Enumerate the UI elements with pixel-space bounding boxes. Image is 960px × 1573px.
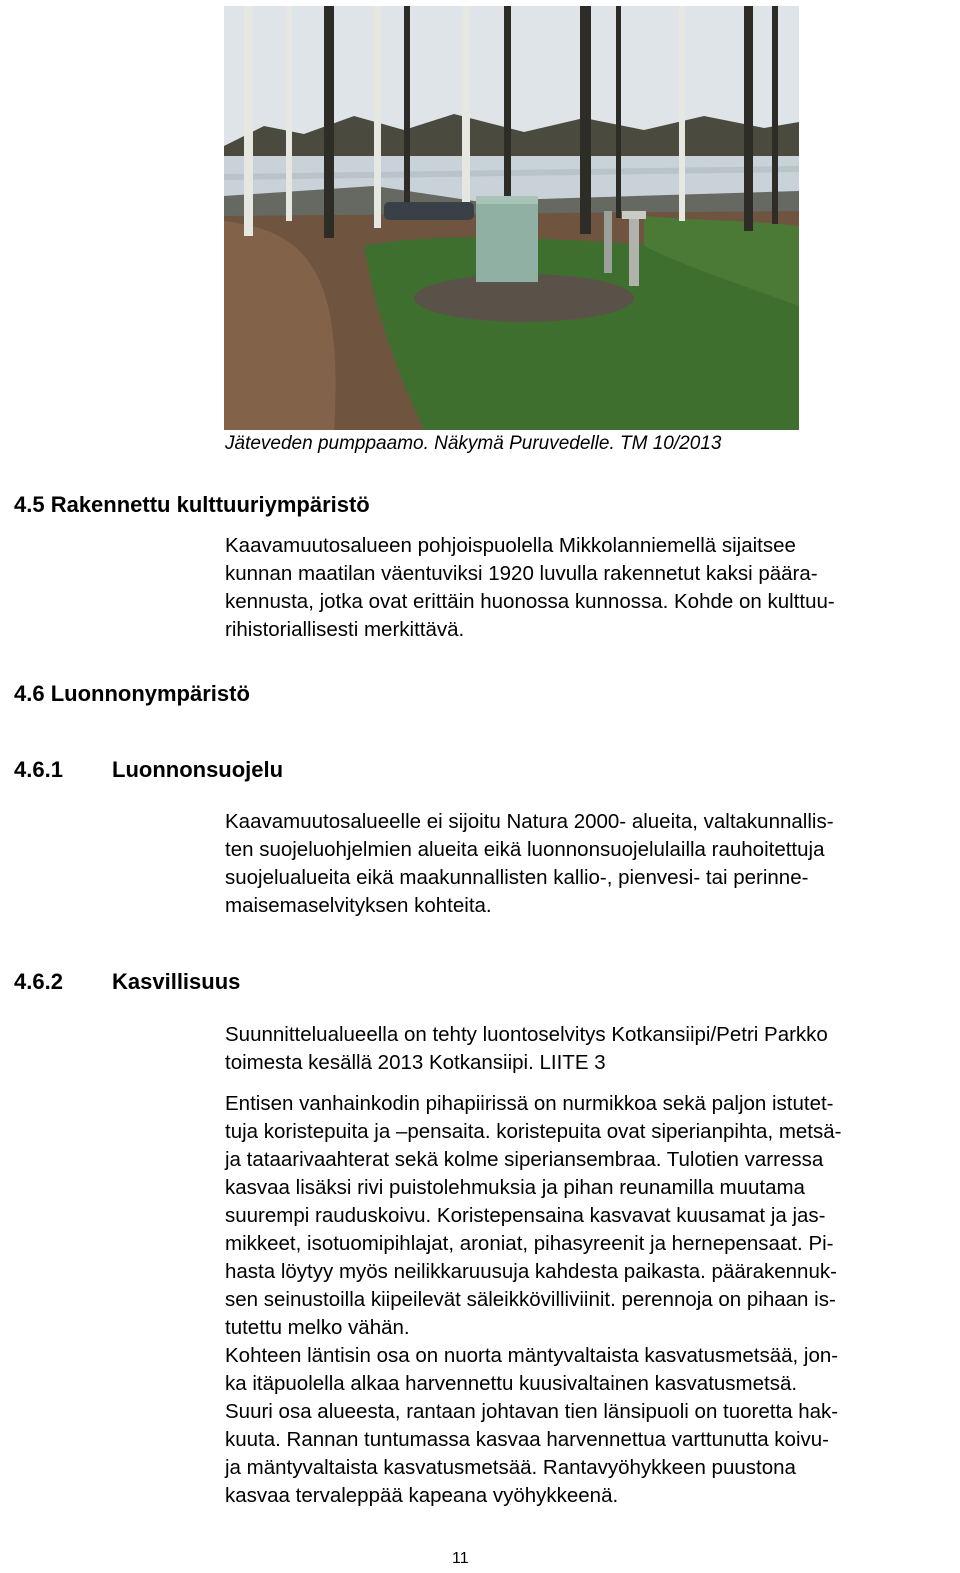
photo-pumping-station: [224, 6, 799, 430]
text-line: ja tataarivaahterat sekä kolme siperiansembraa. Tulotien varressa: [225, 1148, 824, 1171]
heading-4-5: 4.5 Rakennettu kulttuuriympäristö: [14, 492, 370, 517]
text-line: ten suojeluohjelmien alueita eikä luonnonsuojelulailla rauhoitettuja: [225, 838, 825, 861]
text-line: Suuri osa alueesta, rantaan johtavan tien länsipuoli on tuoretta hak-: [225, 1400, 839, 1423]
text-line: tutettu melko vähän.: [225, 1316, 410, 1339]
paragraph-4-6-2-a: [225, 1021, 945, 1077]
paragraph-4-5: [225, 532, 945, 644]
photo-lakeside-pumping-station-icon: [224, 6, 799, 430]
text-line: Kaavamuutosalueelle ei sijoitu Natura 2000- alueita, valtakunnallis-: [225, 810, 834, 833]
paragraph-4-6-1: [225, 808, 945, 920]
text-line: ja mäntyvaltaista kasvatusmetsää. Rantavyöhykkeen puustona: [225, 1456, 796, 1479]
text-line: kasvaa tervaleppää kapeana vyöhykkeenä.: [225, 1484, 619, 1507]
photo-caption: Jäteveden pumppaamo. Näkymä Puruvedelle. TM 10/2013: [225, 433, 722, 454]
heading-number: 4.6.1: [14, 757, 63, 782]
heading-4-6-1: [14, 756, 283, 784]
text-line: mikkeet, isotuomipihlajat, aroniat, pihasyreenit ja hernepensaat. Pi-: [225, 1232, 834, 1255]
heading-title: Kasvillisuus: [112, 969, 241, 994]
paragraph-4-6-2-b: [225, 1090, 945, 1510]
text-line: Kaavamuutosalueen pohjoispuolella Mikkolanniemellä sijaitsee: [225, 534, 796, 557]
text-line: suojelualueita eikä maakunnallisten kallio-, pienvesi- tai perinne-: [225, 866, 809, 889]
heading-4-6: 4.6 Luonnonympäristö: [14, 681, 250, 706]
heading-number: 4.6.2: [14, 969, 63, 994]
text-line: hasta löytyy myös neilikkaruusuja kahdesta paikasta. päärakennuk-: [225, 1260, 837, 1283]
text-line: tuja koristepuita ja –pensaita. koristepuita ovat siperianpihta, metsä-: [225, 1120, 842, 1143]
text-line: Kohteen läntisin osa on nuorta mäntyvaltaista kasvatusmetsää, jon-: [225, 1344, 839, 1367]
text-line: suurempi rauduskoivu. Koristepensaina kasvavat kuusamat ja jas-: [225, 1204, 826, 1227]
text-line: ka itäpuolella alkaa harvennettu kuusivaltainen kasvatusmetsä.: [225, 1372, 798, 1395]
page-number: 11: [452, 1550, 469, 1567]
text-line: maisemaselvityksen kohteita.: [225, 894, 492, 917]
text-line: kasvaa lisäksi rivi puistolehmuksia ja pihan reunamilla muutama: [225, 1176, 805, 1199]
heading-4-6-2: [14, 968, 240, 996]
text-line: Entisen vanhainkodin pihapiirissä on nurmikkoa sekä paljon istutet-: [225, 1092, 834, 1115]
text-line: Suunnittelualueella on tehty luontoselvitys Kotkansiipi/Petri Parkko: [225, 1023, 828, 1046]
text-line: kunnan maatilan väentuviksi 1920 luvulla rakennetut kaksi päära-: [225, 562, 818, 585]
text-line: kennusta, jotka ovat erittäin huonossa kunnossa. Kohde on kulttuu-: [225, 590, 835, 613]
text-line: rihistoriallisesti merkittävä.: [225, 618, 465, 641]
text-line: toimesta kesällä 2013 Kotkansiipi. LIITE 3: [225, 1051, 606, 1074]
text-line: kuuta. Rannan tuntumassa kasvaa harvennettua varttunutta koivu-: [225, 1428, 829, 1451]
heading-title: Luonnonsuojelu: [112, 757, 284, 782]
text-line: sen seinustoilla kiipeilevät säleikkövilliviinit. perennoja on pihaan is-: [225, 1288, 836, 1311]
